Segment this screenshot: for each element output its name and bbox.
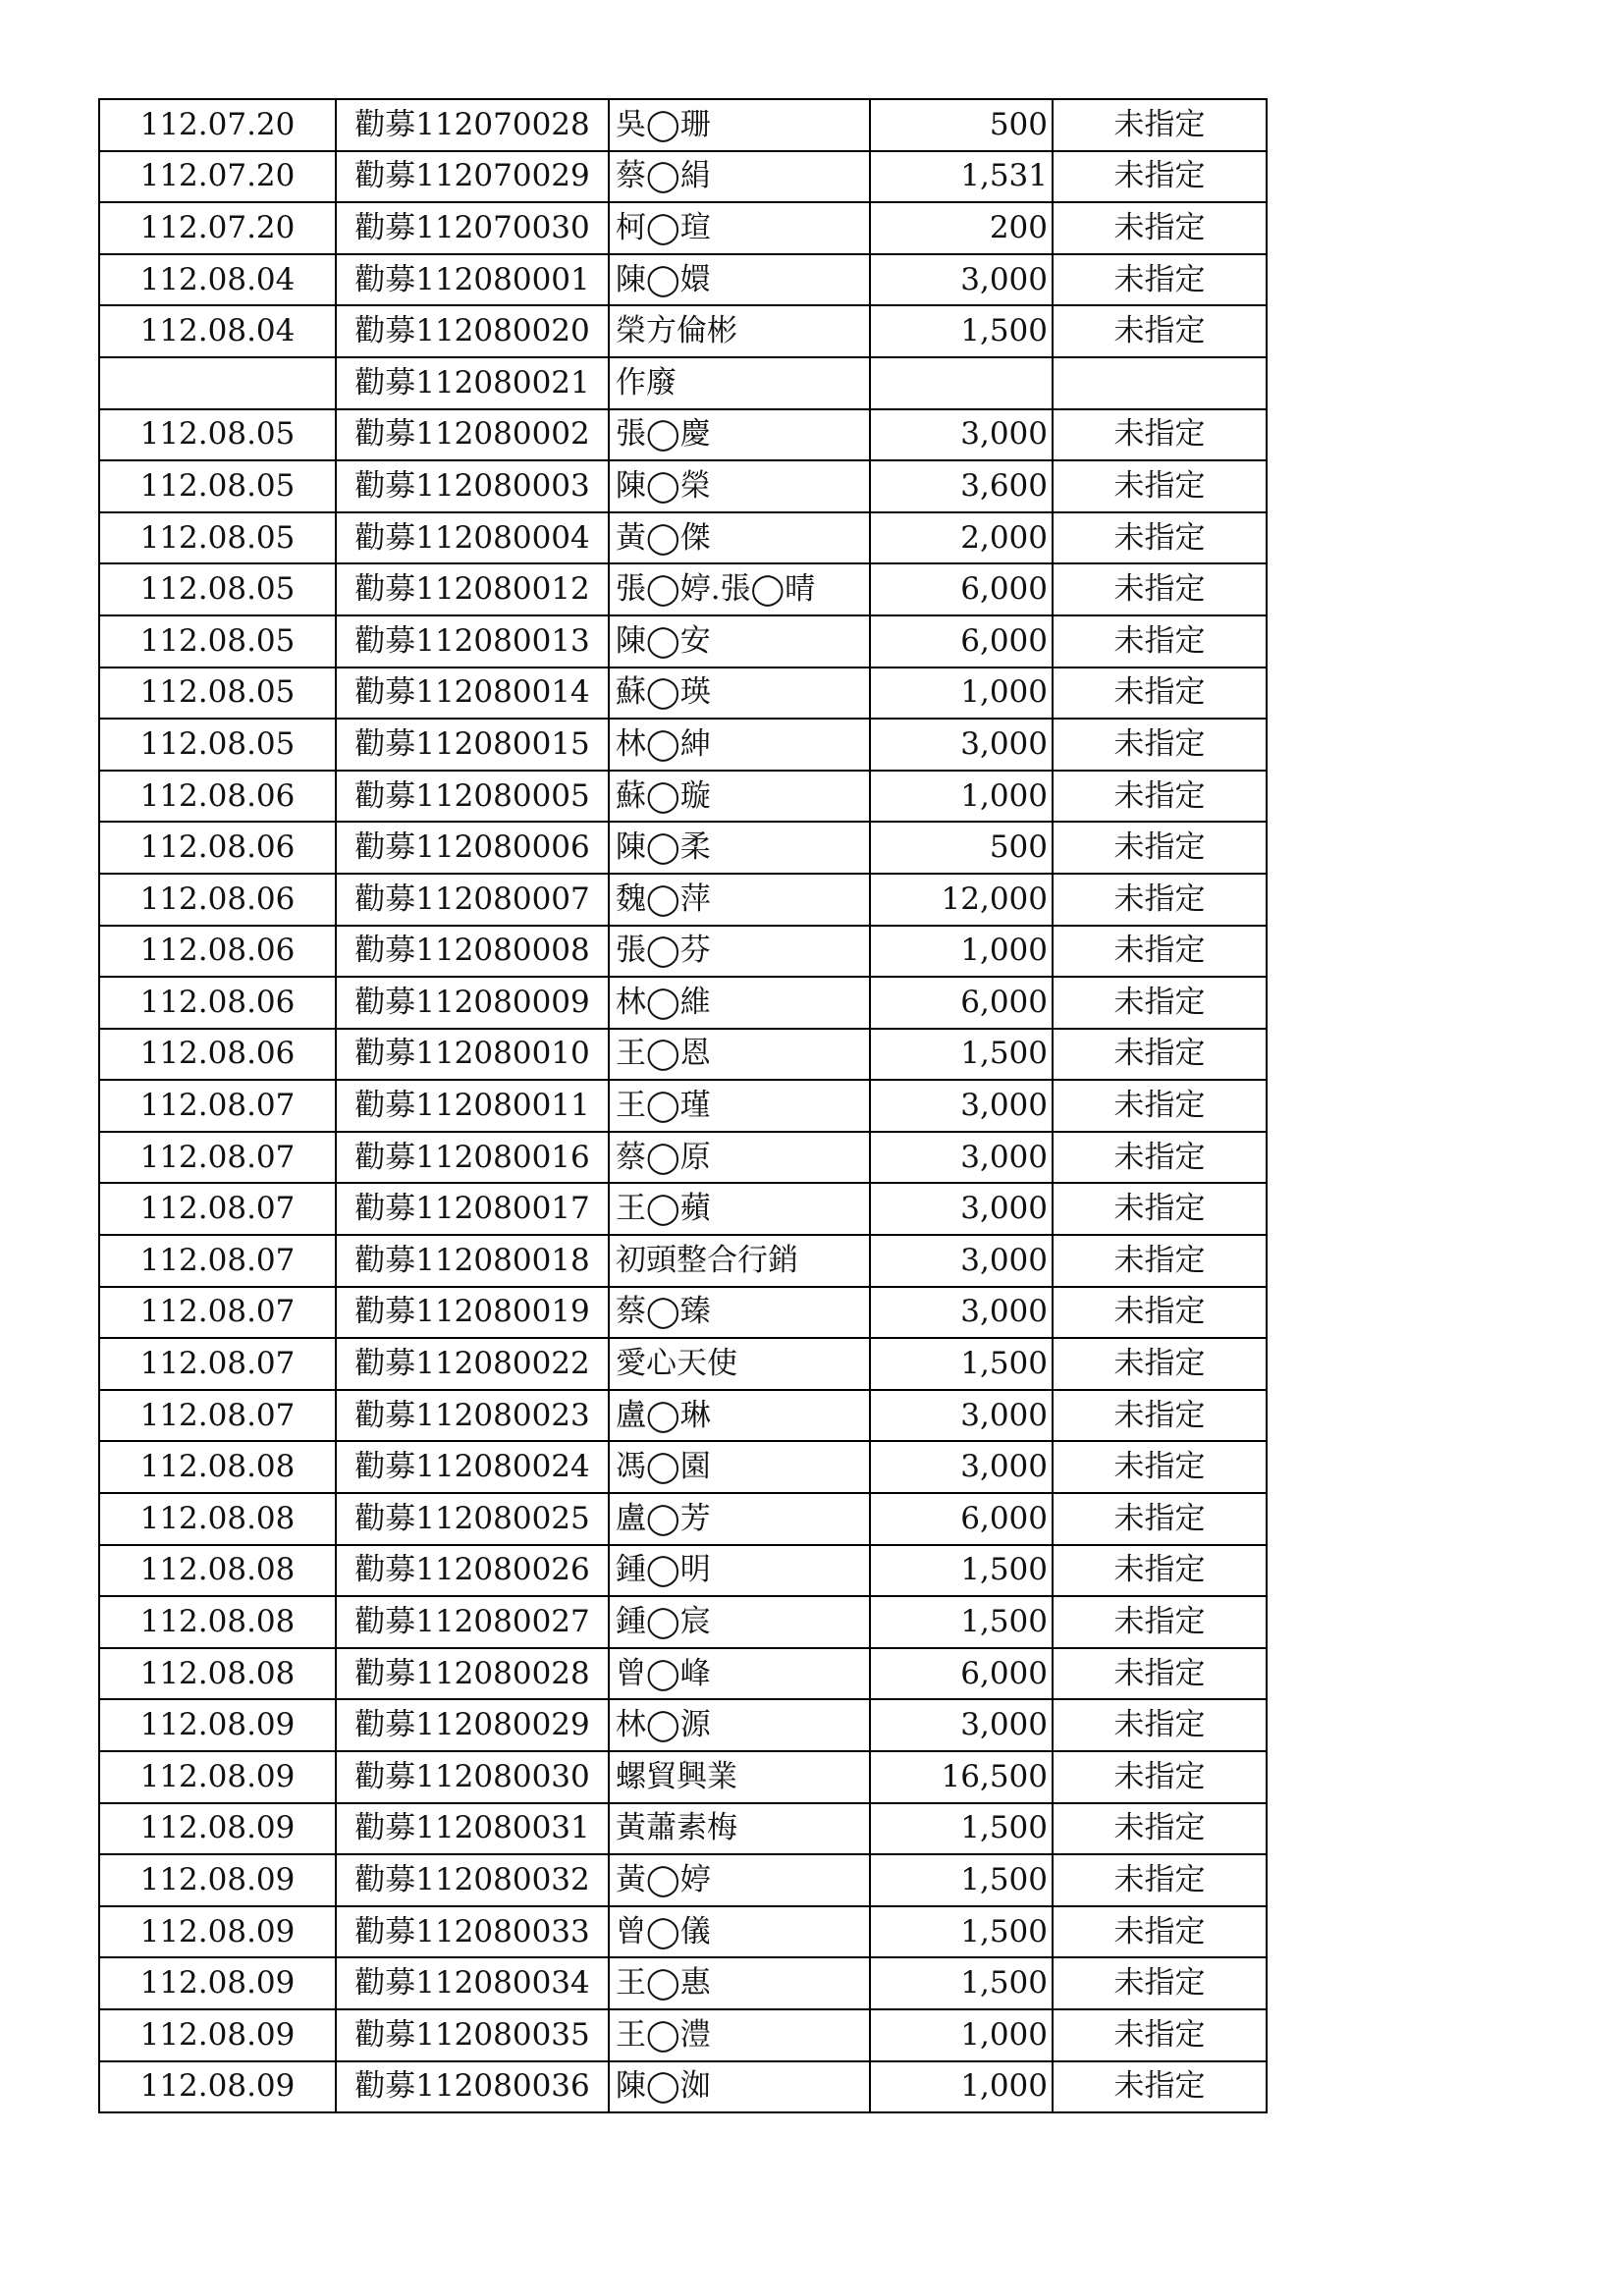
date-cell: 112.07.20 bbox=[99, 99, 336, 151]
amount-cell: 1,500 bbox=[870, 1029, 1053, 1081]
date-cell: 112.08.09 bbox=[99, 2009, 336, 2061]
table-row bbox=[99, 1906, 1267, 1958]
table-row bbox=[99, 1390, 1267, 1442]
amount-cell: 1,000 bbox=[870, 926, 1053, 978]
date-cell: 112.08.06 bbox=[99, 874, 336, 926]
receipt-code-cell: 勸募112080033 bbox=[336, 1906, 609, 1958]
date-cell: 112.08.07 bbox=[99, 1287, 336, 1339]
date-cell: 112.08.09 bbox=[99, 1751, 336, 1803]
amount-cell: 3,600 bbox=[870, 460, 1053, 512]
date-cell: 112.08.07 bbox=[99, 1338, 336, 1390]
receipt-code-cell: 勸募112080011 bbox=[336, 1080, 609, 1132]
date-cell: 112.08.08 bbox=[99, 1441, 336, 1493]
designation-cell: 未指定 bbox=[1053, 409, 1267, 461]
amount-cell: 1,000 bbox=[870, 667, 1053, 720]
amount-cell: 1,000 bbox=[870, 2009, 1053, 2061]
donor-name-cell: 王◯瑾 bbox=[609, 1080, 870, 1132]
donor-name-cell: 柯◯瑄 bbox=[609, 202, 870, 254]
designation-cell: 未指定 bbox=[1053, 667, 1267, 720]
amount-cell: 12,000 bbox=[870, 874, 1053, 926]
receipt-code-cell: 勸募112070029 bbox=[336, 151, 609, 203]
date-cell: 112.08.05 bbox=[99, 512, 336, 564]
receipt-code-cell: 勸募112080027 bbox=[336, 1596, 609, 1648]
receipt-code-cell: 勸募112080018 bbox=[336, 1235, 609, 1287]
date-cell bbox=[99, 357, 336, 409]
date-cell: 112.08.06 bbox=[99, 926, 336, 978]
amount-cell: 3,000 bbox=[870, 1235, 1053, 1287]
amount-cell: 3,000 bbox=[870, 1080, 1053, 1132]
designation-cell: 未指定 bbox=[1053, 1338, 1267, 1390]
receipt-code-cell: 勸募112080017 bbox=[336, 1183, 609, 1235]
amount-cell: 16,500 bbox=[870, 1751, 1053, 1803]
date-cell: 112.08.06 bbox=[99, 977, 336, 1029]
receipt-code-cell: 勸募112080007 bbox=[336, 874, 609, 926]
donor-name-cell: 林◯維 bbox=[609, 977, 870, 1029]
receipt-code-cell: 勸募112080031 bbox=[336, 1803, 609, 1855]
designation-cell: 未指定 bbox=[1053, 1803, 1267, 1855]
donor-name-cell: 初頭整合行銷 bbox=[609, 1235, 870, 1287]
date-cell: 112.08.09 bbox=[99, 1803, 336, 1855]
table-row bbox=[99, 1803, 1267, 1855]
table-row bbox=[99, 563, 1267, 615]
amount-cell: 1,500 bbox=[870, 1338, 1053, 1390]
date-cell: 112.07.20 bbox=[99, 151, 336, 203]
amount-cell: 6,000 bbox=[870, 1493, 1053, 1545]
designation-cell: 未指定 bbox=[1053, 1132, 1267, 1184]
designation-cell: 未指定 bbox=[1053, 615, 1267, 667]
designation-cell: 未指定 bbox=[1053, 202, 1267, 254]
receipt-code-cell: 勸募112080016 bbox=[336, 1132, 609, 1184]
receipt-code-cell: 勸募112080009 bbox=[336, 977, 609, 1029]
table-row bbox=[99, 2009, 1267, 2061]
date-cell: 112.08.08 bbox=[99, 1596, 336, 1648]
designation-cell: 未指定 bbox=[1053, 2061, 1267, 2113]
amount-cell: 1,531 bbox=[870, 151, 1053, 203]
receipt-code-cell: 勸募112080035 bbox=[336, 2009, 609, 2061]
amount-cell: 6,000 bbox=[870, 563, 1053, 615]
amount-cell: 3,000 bbox=[870, 1390, 1053, 1442]
receipt-code-cell: 勸募112070030 bbox=[336, 202, 609, 254]
designation-cell: 未指定 bbox=[1053, 1183, 1267, 1235]
table-row bbox=[99, 151, 1267, 203]
receipt-code-cell: 勸募112080029 bbox=[336, 1699, 609, 1751]
receipt-code-cell: 勸募112080006 bbox=[336, 822, 609, 874]
designation-cell: 未指定 bbox=[1053, 305, 1267, 357]
donor-name-cell: 馮◯園 bbox=[609, 1441, 870, 1493]
donor-name-cell: 張◯慶 bbox=[609, 409, 870, 461]
receipt-code-cell: 勸募112080008 bbox=[336, 926, 609, 978]
table-row bbox=[99, 1751, 1267, 1803]
table-row bbox=[99, 1596, 1267, 1648]
donor-name-cell: 吳◯珊 bbox=[609, 99, 870, 151]
table-row bbox=[99, 254, 1267, 306]
table-row bbox=[99, 977, 1267, 1029]
designation-cell: 未指定 bbox=[1053, 1493, 1267, 1545]
amount-cell: 3,000 bbox=[870, 719, 1053, 771]
table-body bbox=[99, 99, 1267, 2112]
donor-name-cell: 王◯惠 bbox=[609, 1957, 870, 2009]
designation-cell: 未指定 bbox=[1053, 512, 1267, 564]
receipt-code-cell: 勸募112080034 bbox=[336, 1957, 609, 2009]
receipt-code-cell: 勸募112080022 bbox=[336, 1338, 609, 1390]
designation-cell: 未指定 bbox=[1053, 1287, 1267, 1339]
receipt-code-cell: 勸募112080021 bbox=[336, 357, 609, 409]
receipt-code-cell: 勸募112080015 bbox=[336, 719, 609, 771]
date-cell: 112.08.07 bbox=[99, 1235, 336, 1287]
receipt-code-cell: 勸募112080032 bbox=[336, 1854, 609, 1906]
date-cell: 112.08.07 bbox=[99, 1132, 336, 1184]
donor-name-cell: 鍾◯宸 bbox=[609, 1596, 870, 1648]
designation-cell: 未指定 bbox=[1053, 719, 1267, 771]
donor-name-cell: 陳◯安 bbox=[609, 615, 870, 667]
receipt-code-cell: 勸募112080004 bbox=[336, 512, 609, 564]
table-row bbox=[99, 1029, 1267, 1081]
date-cell: 112.08.05 bbox=[99, 615, 336, 667]
table-row bbox=[99, 409, 1267, 461]
table-row bbox=[99, 822, 1267, 874]
amount-cell: 1,000 bbox=[870, 771, 1053, 823]
receipt-code-cell: 勸募112080005 bbox=[336, 771, 609, 823]
designation-cell: 未指定 bbox=[1053, 1596, 1267, 1648]
amount-cell: 500 bbox=[870, 822, 1053, 874]
donor-name-cell: 蘇◯璇 bbox=[609, 771, 870, 823]
table-row bbox=[99, 1441, 1267, 1493]
table-row bbox=[99, 874, 1267, 926]
table-row bbox=[99, 512, 1267, 564]
date-cell: 112.08.06 bbox=[99, 771, 336, 823]
donor-name-cell: 螺貿興業 bbox=[609, 1751, 870, 1803]
table-row bbox=[99, 2061, 1267, 2113]
donor-name-cell: 蘇◯瑛 bbox=[609, 667, 870, 720]
donor-name-cell: 王◯澧 bbox=[609, 2009, 870, 2061]
donor-name-cell: 盧◯琳 bbox=[609, 1390, 870, 1442]
amount-cell: 6,000 bbox=[870, 977, 1053, 1029]
receipt-code-cell: 勸募112080002 bbox=[336, 409, 609, 461]
designation-cell: 未指定 bbox=[1053, 1957, 1267, 2009]
donor-name-cell: 黃◯婷 bbox=[609, 1854, 870, 1906]
table-row bbox=[99, 1338, 1267, 1390]
donor-name-cell: 曾◯峰 bbox=[609, 1648, 870, 1700]
donor-name-cell: 魏◯萍 bbox=[609, 874, 870, 926]
date-cell: 112.08.08 bbox=[99, 1648, 336, 1700]
receipt-code-cell: 勸募112080024 bbox=[336, 1441, 609, 1493]
table-row bbox=[99, 1132, 1267, 1184]
date-cell: 112.08.06 bbox=[99, 822, 336, 874]
receipt-code-cell: 勸募112080003 bbox=[336, 460, 609, 512]
designation-cell: 未指定 bbox=[1053, 926, 1267, 978]
designation-cell: 未指定 bbox=[1053, 977, 1267, 1029]
amount-cell: 1,500 bbox=[870, 1957, 1053, 2009]
table-row bbox=[99, 615, 1267, 667]
designation-cell: 未指定 bbox=[1053, 1235, 1267, 1287]
designation-cell: 未指定 bbox=[1053, 1545, 1267, 1597]
date-cell: 112.08.07 bbox=[99, 1080, 336, 1132]
table-row bbox=[99, 99, 1267, 151]
donor-name-cell: 王◯蘋 bbox=[609, 1183, 870, 1235]
receipt-code-cell: 勸募112070028 bbox=[336, 99, 609, 151]
receipt-code-cell: 勸募112080013 bbox=[336, 615, 609, 667]
designation-cell: 未指定 bbox=[1053, 1648, 1267, 1700]
table-row bbox=[99, 1080, 1267, 1132]
receipt-code-cell: 勸募112080028 bbox=[336, 1648, 609, 1700]
designation-cell: 未指定 bbox=[1053, 771, 1267, 823]
amount-cell: 200 bbox=[870, 202, 1053, 254]
designation-cell: 未指定 bbox=[1053, 1080, 1267, 1132]
amount-cell: 1,500 bbox=[870, 305, 1053, 357]
donor-name-cell: 林◯紳 bbox=[609, 719, 870, 771]
donor-name-cell: 黃◯傑 bbox=[609, 512, 870, 564]
amount-cell: 1,500 bbox=[870, 1854, 1053, 1906]
date-cell: 112.08.05 bbox=[99, 409, 336, 461]
designation-cell: 未指定 bbox=[1053, 1441, 1267, 1493]
date-cell: 112.08.09 bbox=[99, 1957, 336, 2009]
amount-cell: 6,000 bbox=[870, 615, 1053, 667]
designation-cell: 未指定 bbox=[1053, 99, 1267, 151]
designation-cell: 未指定 bbox=[1053, 874, 1267, 926]
date-cell: 112.07.20 bbox=[99, 202, 336, 254]
date-cell: 112.08.09 bbox=[99, 1906, 336, 1958]
receipt-code-cell: 勸募112080012 bbox=[336, 563, 609, 615]
donor-name-cell: 王◯恩 bbox=[609, 1029, 870, 1081]
donor-name-cell: 愛心天使 bbox=[609, 1338, 870, 1390]
receipt-code-cell: 勸募112080019 bbox=[336, 1287, 609, 1339]
date-cell: 112.08.07 bbox=[99, 1183, 336, 1235]
designation-cell: 未指定 bbox=[1053, 1390, 1267, 1442]
donation-table bbox=[98, 98, 1268, 2113]
table-row bbox=[99, 1545, 1267, 1597]
designation-cell: 未指定 bbox=[1053, 2009, 1267, 2061]
table-row bbox=[99, 719, 1267, 771]
designation-cell: 未指定 bbox=[1053, 1751, 1267, 1803]
amount-cell: 1,500 bbox=[870, 1596, 1053, 1648]
receipt-code-cell: 勸募112080023 bbox=[336, 1390, 609, 1442]
amount-cell: 3,000 bbox=[870, 409, 1053, 461]
designation-cell: 未指定 bbox=[1053, 1029, 1267, 1081]
table-row bbox=[99, 1699, 1267, 1751]
amount-cell: 3,000 bbox=[870, 1287, 1053, 1339]
amount-cell: 1,500 bbox=[870, 1545, 1053, 1597]
donor-name-cell: 陳◯嬛 bbox=[609, 254, 870, 306]
donor-name-cell: 作廢 bbox=[609, 357, 870, 409]
amount-cell: 3,000 bbox=[870, 1132, 1053, 1184]
amount-cell: 2,000 bbox=[870, 512, 1053, 564]
designation-cell: 未指定 bbox=[1053, 1699, 1267, 1751]
receipt-code-cell: 勸募112080010 bbox=[336, 1029, 609, 1081]
donor-name-cell: 盧◯芳 bbox=[609, 1493, 870, 1545]
donor-name-cell: 蔡◯絹 bbox=[609, 151, 870, 203]
table-row bbox=[99, 202, 1267, 254]
receipt-code-cell: 勸募112080001 bbox=[336, 254, 609, 306]
date-cell: 112.08.05 bbox=[99, 460, 336, 512]
donor-name-cell: 蔡◯原 bbox=[609, 1132, 870, 1184]
designation-cell: 未指定 bbox=[1053, 1854, 1267, 1906]
date-cell: 112.08.08 bbox=[99, 1493, 336, 1545]
table-row bbox=[99, 305, 1267, 357]
donor-name-cell: 陳◯洳 bbox=[609, 2061, 870, 2113]
table-row bbox=[99, 1287, 1267, 1339]
donor-name-cell: 陳◯榮 bbox=[609, 460, 870, 512]
donor-name-cell: 陳◯柔 bbox=[609, 822, 870, 874]
table-row bbox=[99, 1957, 1267, 2009]
date-cell: 112.08.06 bbox=[99, 1029, 336, 1081]
donor-name-cell: 張◯婷.張◯晴 bbox=[609, 563, 870, 615]
donor-name-cell: 張◯芬 bbox=[609, 926, 870, 978]
date-cell: 112.08.05 bbox=[99, 667, 336, 720]
receipt-code-cell: 勸募112080026 bbox=[336, 1545, 609, 1597]
date-cell: 112.08.08 bbox=[99, 1545, 336, 1597]
table-row bbox=[99, 1854, 1267, 1906]
amount-cell: 3,000 bbox=[870, 1699, 1053, 1751]
donor-name-cell: 榮方倫彬 bbox=[609, 305, 870, 357]
receipt-code-cell: 勸募112080025 bbox=[336, 1493, 609, 1545]
amount-cell: 6,000 bbox=[870, 1648, 1053, 1700]
amount-cell bbox=[870, 357, 1053, 409]
designation-cell: 未指定 bbox=[1053, 460, 1267, 512]
amount-cell: 3,000 bbox=[870, 1441, 1053, 1493]
receipt-code-cell: 勸募112080014 bbox=[336, 667, 609, 720]
table-row bbox=[99, 460, 1267, 512]
date-cell: 112.08.05 bbox=[99, 719, 336, 771]
receipt-code-cell: 勸募112080036 bbox=[336, 2061, 609, 2113]
date-cell: 112.08.05 bbox=[99, 563, 336, 615]
amount-cell: 1,000 bbox=[870, 2061, 1053, 2113]
date-cell: 112.08.09 bbox=[99, 2061, 336, 2113]
table-row bbox=[99, 667, 1267, 720]
amount-cell: 1,500 bbox=[870, 1803, 1053, 1855]
receipt-code-cell: 勸募112080030 bbox=[336, 1751, 609, 1803]
table-row bbox=[99, 1493, 1267, 1545]
designation-cell: 未指定 bbox=[1053, 563, 1267, 615]
donor-name-cell: 蔡◯臻 bbox=[609, 1287, 870, 1339]
amount-cell: 1,500 bbox=[870, 1906, 1053, 1958]
donor-name-cell: 黃蕭素梅 bbox=[609, 1803, 870, 1855]
table-row bbox=[99, 357, 1267, 409]
donor-name-cell: 曾◯儀 bbox=[609, 1906, 870, 1958]
designation-cell: 未指定 bbox=[1053, 254, 1267, 306]
date-cell: 112.08.07 bbox=[99, 1390, 336, 1442]
designation-cell: 未指定 bbox=[1053, 822, 1267, 874]
table-row bbox=[99, 1235, 1267, 1287]
table-row bbox=[99, 771, 1267, 823]
designation-cell: 未指定 bbox=[1053, 1906, 1267, 1958]
donor-name-cell: 林◯源 bbox=[609, 1699, 870, 1751]
date-cell: 112.08.04 bbox=[99, 305, 336, 357]
amount-cell: 500 bbox=[870, 99, 1053, 151]
date-cell: 112.08.09 bbox=[99, 1699, 336, 1751]
amount-cell: 3,000 bbox=[870, 254, 1053, 306]
donor-name-cell: 鍾◯明 bbox=[609, 1545, 870, 1597]
date-cell: 112.08.04 bbox=[99, 254, 336, 306]
amount-cell: 3,000 bbox=[870, 1183, 1053, 1235]
designation-cell bbox=[1053, 357, 1267, 409]
date-cell: 112.08.09 bbox=[99, 1854, 336, 1906]
table-row bbox=[99, 926, 1267, 978]
receipt-code-cell: 勸募112080020 bbox=[336, 305, 609, 357]
table-row bbox=[99, 1183, 1267, 1235]
designation-cell: 未指定 bbox=[1053, 151, 1267, 203]
table-row bbox=[99, 1648, 1267, 1700]
